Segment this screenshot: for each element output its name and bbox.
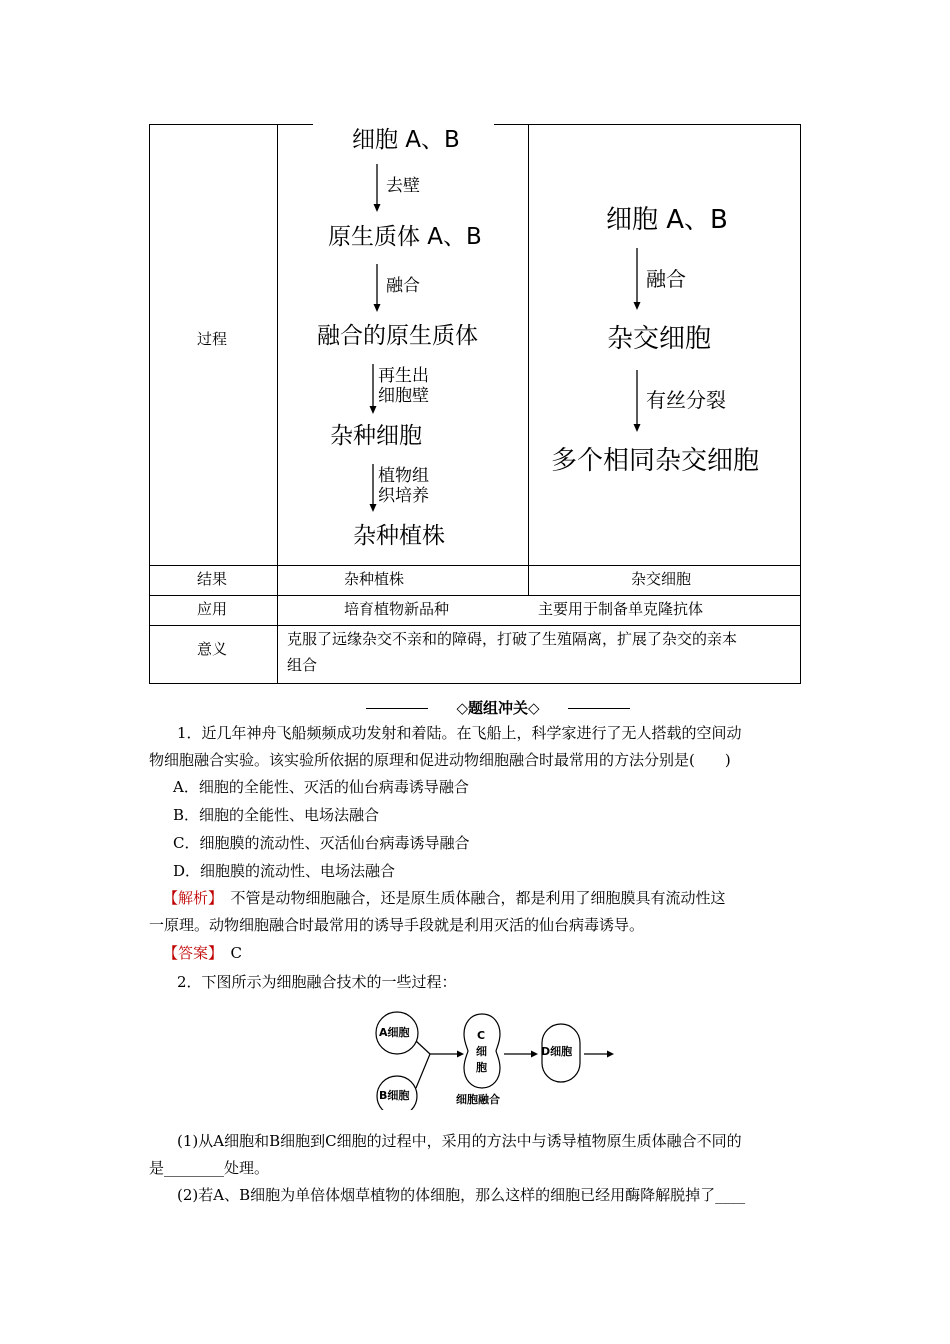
row-label-process: 过程 xyxy=(197,330,228,348)
plant-flow-label-culture-1: 植物组 xyxy=(378,466,429,486)
q1-answer xyxy=(149,940,831,967)
plant-flow-label-fuse: 融合 xyxy=(386,276,420,296)
analysis-tag: 【解析】 xyxy=(163,889,216,907)
section-divider xyxy=(366,697,630,721)
section-title: ◇题组冲关◇ xyxy=(456,699,540,717)
plant-flow-step-hybrid-cell: 杂种细胞 xyxy=(330,423,422,449)
arrow-out-head xyxy=(607,1051,614,1058)
animal-arrow-1-head xyxy=(634,302,641,310)
animal-flow-step-hybridoma: 杂交细胞 xyxy=(607,324,712,354)
q1-option-c: C．细胞膜的流动性、灭活仙台病毒诱导融合 xyxy=(173,834,470,852)
animal-flow-step-cells: 细胞 A、B xyxy=(606,205,728,235)
q1-analysis-line-1 xyxy=(149,885,831,912)
cell-a-label: A细胞 xyxy=(379,1026,410,1039)
q2-stem: 2．下图所示为细胞融合技术的一些过程： xyxy=(177,973,457,991)
q1-option-d: D．细胞膜的流动性、电场法融合 xyxy=(173,862,396,880)
plant-flow-label-regen-1: 再生出 xyxy=(378,366,429,386)
plant-flow-step-hybrid-plant: 杂种植株 xyxy=(353,523,445,549)
application-animal: 主要用于制备单克隆抗体 xyxy=(538,600,704,618)
q1-option-b: B．细胞的全能性、电场法融合 xyxy=(173,806,380,824)
comparison-table xyxy=(149,124,801,684)
significance-line-1: 克服了远缘杂交不亲和的障碍，打破了生殖隔离，扩展了杂交的亲本 xyxy=(287,630,738,648)
cell-c-label-1: C xyxy=(477,1029,486,1042)
q1-option-a: A．细胞的全能性、灭活的仙台病毒诱导融合 xyxy=(173,778,469,796)
result-animal: 杂交细胞 xyxy=(631,570,692,588)
cell-d-label: D细胞 xyxy=(541,1045,573,1058)
cell-b-label: B细胞 xyxy=(379,1089,410,1102)
row-label-result: 结果 xyxy=(197,570,228,588)
arrow-to-d-head xyxy=(531,1051,538,1058)
answer-tag: 【答案】 xyxy=(163,944,216,962)
cell-c-label-2: 细 xyxy=(476,1045,487,1058)
animal-flow-label-mitosis: 有丝分裂 xyxy=(646,388,726,412)
q2-sub1-line-2: 是________处理。 xyxy=(149,1159,270,1177)
q2-sub2-line-1: (2)若A、B细胞为单倍体烟草植物的体细胞，那么这样的细胞已经用酶降解脱掉了____ xyxy=(177,1186,746,1204)
divider-left-rule xyxy=(366,708,428,709)
result-plant: 杂种植株 xyxy=(344,570,405,588)
q2-sub1-line-1: (1)从A细胞和B细胞到C细胞的过程中，采用的方法中与诱导植物原生质体融合不同的 xyxy=(177,1132,742,1150)
animal-flow-label-fuse: 融合 xyxy=(646,267,686,291)
plant-arrow-3-head xyxy=(370,406,377,414)
significance-line-2: 组合 xyxy=(287,656,318,674)
q1-stem-line-2: 物细胞融合实验。该实验所依据的原理和促进动物细胞融合时最常用的方法分别是( ) xyxy=(149,751,731,769)
plant-flow-label-remove-wall: 去壁 xyxy=(386,176,420,196)
row-label-significance: 意义 xyxy=(197,640,228,658)
cell-fusion-diagram xyxy=(370,1010,620,1110)
application-plant: 培育植物新品种 xyxy=(344,600,450,618)
plant-flow-step-fused-protoplast: 融合的原生质体 xyxy=(317,323,478,349)
answer-value: C xyxy=(215,944,242,962)
animal-arrow-2-head xyxy=(634,424,641,432)
plant-arrow-2-head xyxy=(374,304,381,312)
q1-analysis-line-2: 一原理。动物细胞融合时最常用的诱导手段就是利用灭活的仙台病毒诱导。 xyxy=(149,916,645,934)
plant-arrow-1-head xyxy=(374,204,381,212)
row-label-application: 应用 xyxy=(197,600,228,618)
fusion-caption: 细胞融合 xyxy=(456,1093,500,1106)
arrow-to-c-head xyxy=(457,1051,464,1058)
plant-flow-label-regen-2: 细胞壁 xyxy=(378,386,429,406)
plant-flow-step-protoplast: 原生质体 A、B xyxy=(328,224,482,250)
divider-right-rule xyxy=(568,708,630,709)
animal-flow-step-many-hybrid-cells: 多个相同杂交细胞 xyxy=(551,446,760,476)
cell-c-label-3: 胞 xyxy=(476,1061,487,1074)
plant-arrow-4-head xyxy=(370,504,377,512)
analysis-text: 不管是动物细胞融合，还是原生质体融合，都是利用了细胞膜具有流动性这 xyxy=(215,889,726,907)
plant-flow-step-cells: 细胞 A、B xyxy=(352,127,460,153)
plant-flow-label-culture-2: 织培养 xyxy=(378,486,429,506)
q1-stem-line-1: 1．近几年神舟飞船频频成功发射和着陆。在飞船上，科学家进行了无人搭载的空间动 xyxy=(177,724,742,742)
